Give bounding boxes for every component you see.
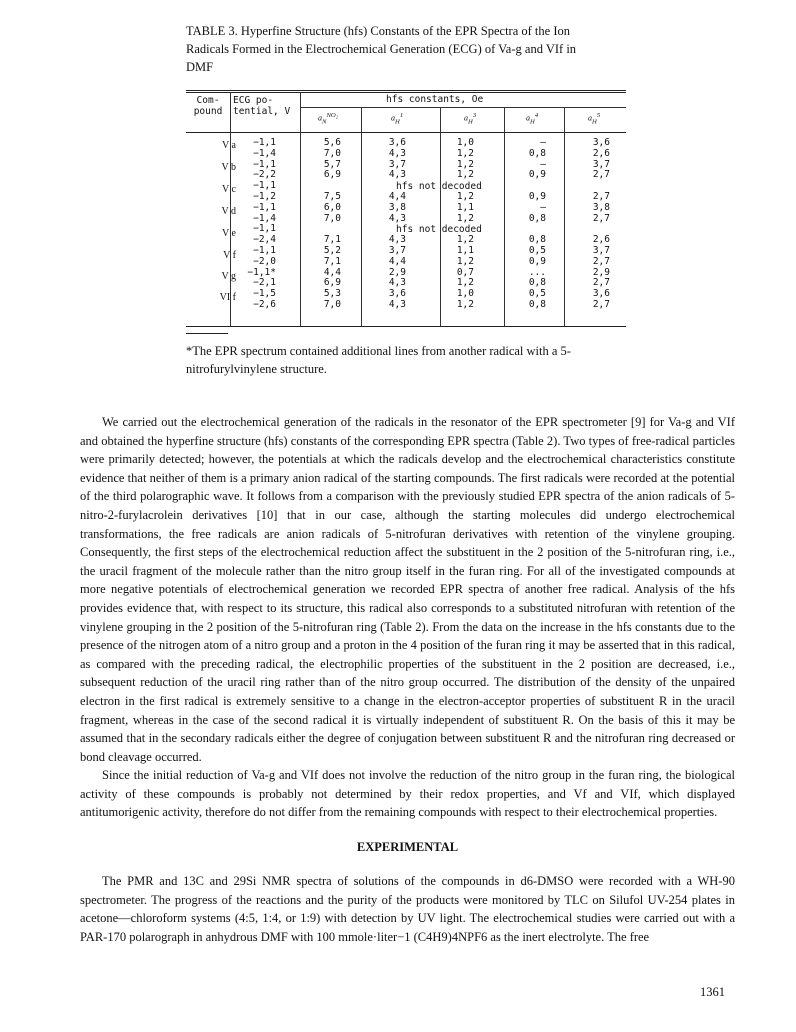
aH4-cell: 0,8: [528, 299, 546, 310]
aN-cell: 7,0: [323, 212, 341, 224]
compound-label: V c: [222, 184, 236, 195]
aH5-cell: 3,6: [592, 288, 610, 300]
aH3-cell: 1,0: [456, 137, 474, 148]
potential-cell: −2,6: [253, 299, 276, 310]
subheader-aH4: $a_H^4$: [526, 112, 539, 126]
aH1-cell: 4,4: [388, 191, 406, 202]
aH1-cell: 4,3: [388, 234, 406, 246]
body-text-experimental: [80, 872, 735, 946]
aH1-cell: 4,4: [388, 255, 406, 267]
aH1-cell: 3,6: [388, 288, 406, 300]
aH5-cell: 2,7: [592, 277, 610, 289]
section-heading: EXPERIMENTAL: [356, 840, 459, 854]
aH1-cell: 3,7: [388, 245, 406, 256]
aH3-cell: 1,2: [456, 299, 474, 310]
table-footnote: *The EPR spectrum contained additional lines from another radical with a 5-nitrofurylvinylene structure.: [186, 344, 571, 376]
aH4-cell: 0,9: [528, 169, 546, 181]
aH1-cell: 2,9: [388, 266, 406, 278]
potential-cell: −1,1: [253, 245, 276, 256]
aH5-cell: 3,7: [592, 245, 610, 256]
potential-cell: −2,1: [253, 277, 276, 289]
aH4-cell: —: [540, 158, 546, 170]
aH3-cell: 1,2: [456, 147, 474, 159]
potential-cell: −2,4: [253, 234, 276, 246]
aH4-cell: 0,8: [528, 277, 546, 289]
header-compound: Com- pound: [193, 95, 223, 117]
subheader-aH1: $a_H^1$: [391, 112, 404, 126]
paragraph: We carried out the electrochemical generation of the radicals in the resonator of the EPR spectrometer [9] for Va-g and VIf and obtained the hyperfine structure (hfs) constants of the corresponding EPR spectra (Table 2). Two types of free-radical particles were primarily detected; however, the potentials at which the radicals develop and the electrochemical characteristics constitute evidence that neither of them is a primary anion radical of the starting compounds. The first radicals were recorded at the potential of the third polarographic wave. It follows from a comparison with the previously studied EPR spectra of the anion radicals of 5-nitro-2-furylacrolein derivatives [10] that in our case, although the starting molecules did undergo electrochemical transformations, the free radicals are anion radicals of 5-nitrofuran derivatives with retention of the vinylene grouping. Consequently, the first steps of the electrochemical reduction affect the substituent in the 2 position of the 5-nitrofuran ring, i.e., the uracil fragment of the molecule rather than the nitro group itself in the furan ring. For all of the investigated compounds at more negative potentials of electrochemical generation we recorded EPR spectra of another free radical. Analysis of the hfs provides evidence that, with respect to its structure, this radical also corresponds to a substituted nitrofuran with retention of the vinylene grouping in the 2 position of the 5-nitrofuran ring (Table 2). From the data on the increase in the hfs constants due to the presence of the nitrogen atom of a nitro group and a proton in the 4 position of the furan ring it may be asserted that in this radical, as compared with the preceding radical, the electrophilic properties of the substituent in the 2 position are decreased, i.e., subsequent reduction of the uracil ring rather than of the nitro group occurred. The distribution of the density of the unpaired electron in the first radical is extremely sensitive to a change in the electron-acceptor properties of substituent R in the uracil fragment, whereas in the case of the second radical it is virtually independent of substituent R. On the basis of this it may be assumed that in the secondary radicals either the degree of conjugation between substituent R and the nitrofuran ring decreased or bond cleavage occurred.: [80, 415, 735, 764]
compound-label: V a: [222, 140, 236, 151]
aH5-cell: 2,6: [592, 147, 610, 159]
aN-cell: 5,6: [323, 137, 341, 148]
aH3-cell: 1,2: [456, 191, 474, 202]
potential-cell: −2,2: [253, 169, 276, 181]
aH1-cell: 4,3: [388, 299, 406, 310]
aH4-cell: —: [540, 201, 546, 213]
aH4-cell: 0,9: [528, 255, 546, 267]
aH3-cell: 1,2: [456, 158, 474, 170]
potential-cell: −1,1: [253, 223, 276, 235]
aN-cell: 7,0: [323, 299, 341, 310]
aH1-cell: 3,7: [388, 158, 406, 170]
compound-label: V f: [223, 250, 236, 261]
aH5-cell: 3,6: [592, 137, 610, 148]
aH3-cell: 1,1: [456, 201, 474, 213]
table-caption: TABLE 3. Hyperfine Structure (hfs) Constants of the EPR Spectra of the Ion Radicals Formed in the Electrochemical Generation (ECG) of Va-g and VIf in DMF: [186, 24, 577, 74]
aH5-cell: 2,9: [592, 266, 610, 278]
aH4-cell: 0,5: [528, 245, 546, 256]
header-hfs: hfs constants, Oe: [386, 94, 484, 105]
aH4-cell: —: [540, 137, 546, 148]
compound-label: V d: [221, 206, 236, 217]
aN-cell: 7,1: [323, 255, 341, 267]
compound-label: V g: [221, 271, 236, 282]
potential-cell: −1,4: [253, 212, 276, 224]
aH5-cell: 2,7: [592, 299, 610, 310]
potential-cell: −1,1*: [247, 266, 276, 278]
compound-label: VI f: [219, 292, 236, 303]
aH1-cell: 4,3: [388, 277, 406, 289]
aH4-cell: 0,8: [528, 147, 546, 159]
subheader-aH3: $a_H^3$: [464, 112, 477, 126]
aH4-cell: 0,8: [528, 212, 546, 224]
aH1-cell: 4,3: [388, 169, 406, 181]
aH4-cell: 0,8: [528, 234, 546, 246]
aN-cell: 7,0: [323, 147, 341, 159]
subheader-aN: $a_N^{NO_2}$: [318, 112, 339, 126]
aN-cell: 4,4: [323, 266, 341, 278]
aH4-cell: 0,9: [528, 191, 546, 202]
potential-cell: −2,0: [253, 255, 276, 267]
aH3-cell: 1,2: [456, 169, 474, 181]
aH3-cell: 1,2: [456, 277, 474, 289]
potential-cell: −1,4: [253, 147, 276, 159]
aH5-cell: 3,8: [592, 201, 610, 213]
aN-cell: 7,1: [323, 234, 341, 246]
aH5-cell: 2,7: [592, 212, 610, 224]
aN-cell: 6,9: [323, 169, 341, 181]
aN-cell: 5,7: [323, 158, 341, 170]
not-decoded-note: hfs not decoded: [396, 181, 482, 192]
aH3-cell: 1,1: [456, 245, 474, 256]
aH5-cell: 2,7: [592, 191, 610, 202]
aH1-cell: 3,8: [388, 201, 406, 213]
potential-cell: −1,1: [253, 180, 276, 192]
compound-label: V e: [222, 228, 236, 239]
aH5-cell: 2,6: [592, 234, 610, 246]
potential-cell: −1,5: [253, 288, 276, 300]
subheader-aH5: $a_H^5$: [588, 112, 601, 126]
aH4-cell: 0,5: [528, 288, 546, 300]
aH5-cell: 2,7: [592, 255, 610, 267]
body-text: [80, 413, 735, 822]
aN-cell: 6,0: [323, 201, 341, 213]
aH3-cell: 1,2: [456, 212, 474, 224]
aH1-cell: 4,3: [388, 212, 406, 224]
paragraph: Since the initial reduction of Va-g and VIf does not involve the reduction of the nitro group in the furan ring, the biological activity of these compounds is probably not determined by their redox properties, and Vf and VIf, which displayed antitumorigenic activity, therefore do not differ from the remaining compounds with respect to their electrochemical properties.: [80, 768, 735, 820]
not-decoded-note: hfs not decoded: [396, 224, 482, 235]
potential-cell: −1,2: [253, 191, 276, 202]
aH3-cell: 1,2: [456, 255, 474, 267]
aN-cell: 6,9: [323, 277, 341, 289]
header-potential: ECG po- tential, V: [233, 95, 291, 117]
potential-cell: −1,1: [253, 137, 276, 148]
aH5-cell: 2,7: [592, 169, 610, 181]
paragraph: The PMR and 13C and 29Si NMR spectra of solutions of the compounds in d6-DMSO were recorded with a WH-90 spectrometer. The progress of the reactions and the purity of the products were monitored by TLC on Silufol UV-254 plates in acetone—chloroform systems (4:5, 1:4, or 1:9) with detection by UV light. The electrochemical studies were carried out with a PAR-170 polarograph in anhydrous DMF with 100 mmole·liter−1 (C4H9)4NPF6 as the inert electrolyte. The free: [80, 874, 735, 944]
aH3-cell: 1,2: [456, 234, 474, 246]
aH4-cell: ...: [528, 266, 546, 278]
aN-cell: 5,2: [323, 245, 341, 256]
aH1-cell: 4,3: [388, 147, 406, 159]
compound-label: V b: [221, 162, 236, 173]
aH5-cell: 3,7: [592, 158, 610, 170]
aH3-cell: 1,0: [456, 288, 474, 300]
aH1-cell: 3,6: [388, 137, 406, 148]
aH3-cell: 0,7: [456, 266, 474, 278]
page-number: 1361: [700, 985, 725, 999]
potential-cell: −1,1: [253, 201, 276, 213]
aN-cell: 7,5: [323, 191, 341, 202]
potential-cell: −1,1: [253, 158, 276, 170]
aN-cell: 5,3: [323, 288, 341, 300]
